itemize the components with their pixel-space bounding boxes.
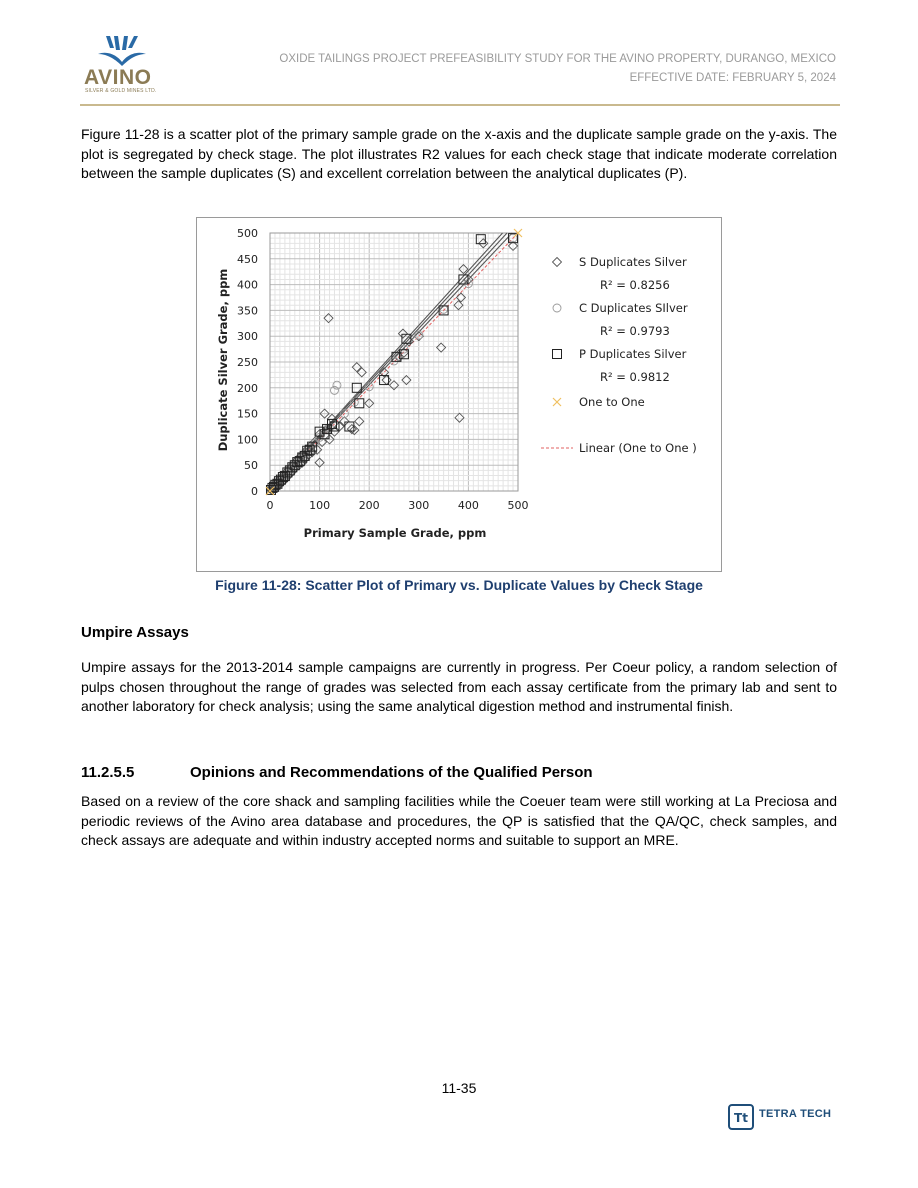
x-tick-label: 300	[408, 499, 430, 512]
x-tick-label: 200	[358, 499, 380, 512]
scatter-chart	[197, 218, 721, 571]
diamond-point	[402, 376, 411, 385]
y-tick-label: 200	[237, 381, 258, 395]
figure-frame	[196, 217, 722, 572]
legend-marker-circle	[553, 304, 561, 312]
legend-r2-value: R² = 0.9793	[600, 324, 670, 338]
x-tick-label: 100	[309, 499, 331, 512]
y-tick-label: 150	[237, 407, 258, 421]
legend-marker-x	[553, 398, 561, 406]
logo-wordmark: AVINO	[84, 66, 152, 89]
header-divider	[80, 104, 840, 106]
legend-label: P Duplicates Silver	[579, 347, 687, 361]
legend-label: One to One	[579, 395, 645, 409]
y-tick-label: 450	[237, 252, 258, 266]
tetra-tech-logo-text: Tt	[734, 1111, 748, 1125]
legend-marker-square	[553, 350, 562, 359]
figure-caption: Figure 11-28: Scatter Plot of Primary vs. Duplicate Values by Check Stage	[215, 577, 703, 593]
diamond-point	[398, 329, 407, 338]
x-axis-title: Primary Sample Grade, ppm	[303, 526, 487, 540]
diamond-point	[382, 376, 391, 385]
umpire-heading: Umpire Assays	[81, 624, 189, 641]
page-number: 11-35	[441, 1080, 477, 1096]
y-tick-label: 500	[237, 227, 258, 240]
umpire-paragraph: Umpire assays for the 2013-2014 sample campaigns are currently in progress. Per Coeur policy, a random selection of pulps chosen throughout the range of grades was selected from each assay certificate from the primary lab and sent to another laboratory for check analysis; using the same analytical digestion method and instrumental finish.	[81, 659, 837, 714]
diamond-point	[437, 343, 446, 352]
legend-marker-diamond	[553, 258, 562, 267]
legend-label: S Duplicates Silver	[579, 255, 687, 269]
diamond-point	[455, 413, 464, 422]
legend-label: C Duplicates SIlver	[579, 301, 688, 315]
y-tick-label: 50	[244, 459, 258, 473]
y-tick-label: 400	[237, 278, 258, 292]
header-title: OXIDE TAILINGS PROJECT PREFEASIBILITY STUDY FOR THE AVINO PROPERTY, DURANGO, MEXICO	[279, 53, 836, 65]
tetra-tech-logo-icon	[728, 1104, 754, 1130]
x-tick-label: 0	[266, 499, 274, 512]
y-tick-label: 0	[251, 485, 258, 498]
y-tick-label: 100	[237, 433, 258, 447]
section-paragraph: Based on a review of the core shack and sampling facilities while the Coeuer team were still working at La Preciosa and periodic reviews of the Avino area database and procedures, the QP is satisfied that the QA/QC, check samples, and check assays are adequate and within industry accepted norms and suitable to support an MRE.	[81, 793, 837, 848]
x-tick-label: 500	[507, 499, 529, 512]
y-axis-title: Duplicate Silver Grade, ppm	[216, 268, 230, 452]
legend-label: Linear (One to One )	[579, 441, 697, 455]
section-number: 11.2.5.5	[81, 764, 135, 781]
x-tick-label: 400	[457, 499, 479, 512]
y-tick-label: 250	[237, 356, 258, 369]
diamond-point	[456, 293, 465, 302]
section-title: Opinions and Recommendations of the Qualified Person	[190, 764, 593, 781]
diamond-point	[324, 314, 333, 323]
y-tick-label: 300	[237, 330, 258, 344]
y-tick-label: 350	[237, 304, 258, 318]
tetra-tech-wordmark: TETRA TECH	[759, 1108, 832, 1120]
intro-paragraph: Figure 11-28 is a scatter plot of the primary sample grade on the x-axis and the duplicate sample grade on the y-axis. The plot is segregated by check stage. The plot illustrates R2 values for each check stage that indicate moderate correlation between the sample duplicates (S) and excellent correlation between the analytical duplicates (P).	[81, 126, 837, 181]
legend-r2-value: R² = 0.8256	[600, 278, 670, 292]
legend-r2-value: R² = 0.9812	[600, 370, 670, 384]
logo-subtext: SILVER & GOLD MINES LTD.	[85, 88, 157, 94]
header-effective-date: EFFECTIVE DATE: FEBRUARY 5, 2024	[629, 72, 836, 84]
